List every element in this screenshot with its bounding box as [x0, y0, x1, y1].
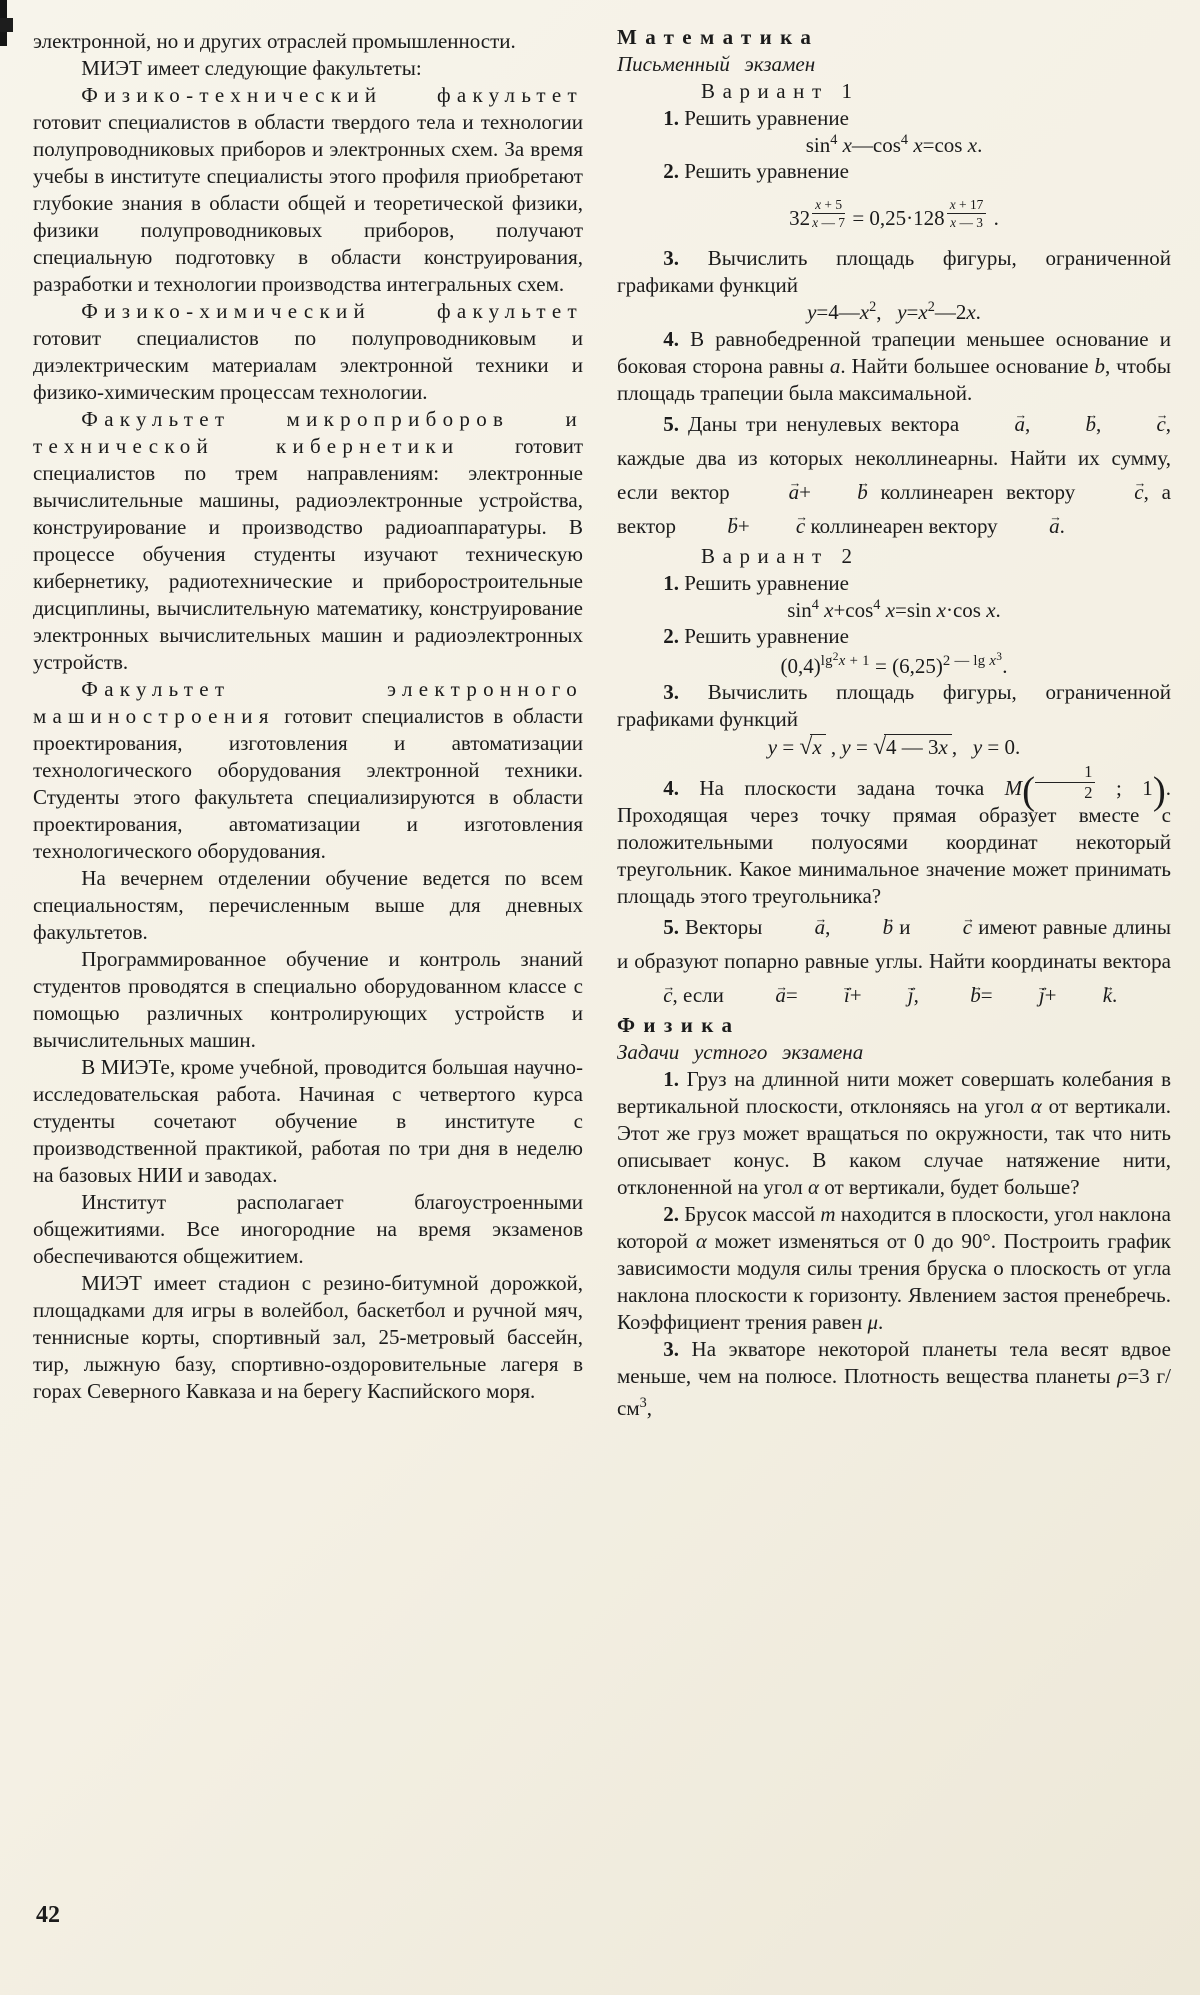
math-v1-formula-3: $y=4—x^2$, $y=x^2—2x$. [807, 299, 981, 325]
section-subheader-physics: Задачи устного экзамена [617, 1040, 864, 1065]
paragraph-electronic-engineering-faculty: Факультет электронного машиностроения готовит специалистов в области проектирования, изготовления и автоматизации технологического оборудования электронной техники. Студенты этого факультета специализируются в области проектирования, автоматизации и изготовления технологического оборудования. [33, 677, 583, 863]
paragraph-faculties-intro: МИЭТ имеет следующие факультеты: [81, 56, 422, 80]
variant-1-heading: Вариант 1 [701, 79, 860, 103]
math-v1-item-5: 5. Даны три ненулевых вектора → a, → b, → c, каждые два из которых неколлинеарны. Найти их сумму, если вектор → a+ → b коллинеарен вектору → c, а вектор → b+ → c коллинеарен вектору → a. [617, 407, 1171, 543]
section-header-physics: Физика [617, 1013, 741, 1038]
paragraph-fizchem-faculty: Физико-химический факультет готовит специалистов по полупроводниковым и диэлектрическим материалам электронной техники и физико-химическим процессам технологии. [33, 299, 583, 404]
math-v2-item-4: 4. На плоскости задана точка M( $\frac{1}{2}$ ; 1). Проходящая через точку прямая образует вместе с положительными полуосями координат некоторый треугольник. Какое минимальное значение может принимать площадь этого треугольника? [617, 761, 1171, 909]
left-column [33, 28, 583, 1405]
section-subheader-math: Письменный экзамен [617, 52, 816, 76]
paragraph-microdevices-faculty: Факультет микроприборов и технической кибернетики готовит специалистов по трем направлениям: электронные вычислительные машины, радиоэлектронные устройства, конструирование и производство радиоаппаратуры. В процессе обучения студенты изучают техническую кибернетику, радиотехнические и приборостроительные дисциплины, вычислительную математику, конструирование электронных вычислительных машин и радиоэлектронных устройств. [33, 407, 583, 674]
math-v1-item-2: 2. Решить уравнение [663, 159, 849, 184]
paragraph-dormitories: Институт располагает благоустроенными общежитиями. Все иногородние на время экзаменов обеспечиваются общежитием. [33, 1190, 583, 1268]
paragraph-fiztech-faculty: Физико-технический факультет готовит специалистов в области твердого тела и технологии полупроводниковых приборов и электронных схем. За время учебы в институте специалисты этого профиля приобретают глубокие знания в области общей и теоретической физики, физики полупроводниковых приборов, получают специальную подготовку в области конструирования, разработки и технологии производства интегральных схем. [33, 83, 583, 296]
section-header-math: Математика [617, 25, 820, 49]
math-v2-item-1: 1. Решить уравнение [663, 570, 849, 595]
page-number: 42 [36, 1902, 60, 1928]
scan-artifact [0, 18, 13, 32]
paragraph-continuation: электронной, но и других отраслей промышленности. [33, 29, 516, 53]
variant-2-heading: Вариант 2 [701, 543, 860, 568]
physics-item-2: 2. Брусок массой m находится в плоскости, угол наклона которой α может изменяться от 0 до 90°. Построить график зависимости модуля силы трения бруска о плоскость от угла наклона плоскости к горизонту. Явлением застоя пренебречь. Коэффициент трения равен μ. [617, 1202, 1172, 1335]
math-v2-formula-1: $\sin^4 x+\cos^4$ x=sin x·cos x. [787, 596, 1001, 622]
math-v2-formula-2: $(0,4)^{lg^2x + 1} = (6,25)^{2 — lg x^3}$. [780, 650, 1008, 679]
math-v1-item-4: 4. В равнобедренной трапеции меньшее основание и боковая сторона равны a. Найти большее основание b, чтобы площадь трапеции была максимальной. [617, 326, 1171, 405]
math-v2-item-3: 3. Вычислить площадь фигуры, ограниченной графиками функций [617, 680, 1171, 732]
physics-item-3: 3. На экваторе некоторой планеты тела весят вдвое меньше, чем на полюсе. Плотность вещества планеты ρ=3 $г/см^3$, [617, 1337, 1171, 1421]
physics-item-1: 1. Груз на длинной нити может совершать колебания в вертикальной плоскости, отклоняясь на угол α от вертикали. Этот же груз может вращаться по окружности, так что нить описывает конус. В каком случае натяжение нити, отклоненной на угол α от вертикали, будет больше? [617, 1067, 1171, 1200]
math-v1-item-1: 1. Решить уравнение [663, 106, 849, 130]
math-v1-item-3: 3. Вычислить площадь фигуры, ограниченной графиками функций [617, 246, 1171, 298]
paragraph-programmed-learning: Программированное обучение и контроль знаний студентов проводятся в специально оборудованном классе с помощью различных контролирующих устройств и вычислительных машин. [33, 947, 583, 1052]
math-v2-formula-3: y = √x , y = √4 — 3x , y = 0. [767, 734, 1021, 761]
math-v2-item-2: 2. Решить уравнение [663, 623, 849, 648]
math-v1-formula-2: 32 $\frac{x + 5}{x — 7}$ = 0,25·128 $\frac{x + 17}{x — 3}$ . [789, 197, 999, 231]
right-column [617, 24, 1171, 1422]
paragraph-evening-department: На вечернем отделении обучение ведется по всем специальностям, перечисленным выше для дневных факультетов. [33, 866, 583, 944]
paragraph-research-work: В МИЭТе, кроме учебной, проводится большая научно-исследовательская работа. Начиная с четвертого курса студенты сочетают обучение в институте с производственной практикой, работая по три дня в неделю на базовых НИИ и заводах. [33, 1055, 583, 1187]
math-v1-formula-1: $\sin^4$ $x—\cos^4$ x=cos x. [805, 132, 983, 157]
paragraph-sports-facilities: МИЭТ имеет стадион с резино-битумной дорожкой, площадками для игры в волейбол, баскетбол и ручной мяч, теннисные корты, спортивный зал, 25-метровый бассейн, тир, лыжную базу, спортивно-оздоровительные лагеря в горах Северного Кавказа и на берегу Каспийского моря. [33, 1271, 583, 1403]
math-v2-item-5: 5. Векторы → a, → b и → c имеют равные длины и образуют попарно равные углы. Найти координаты вектора → c, если → a= → i+ → j, → b= → j+ → k. [617, 910, 1171, 1012]
